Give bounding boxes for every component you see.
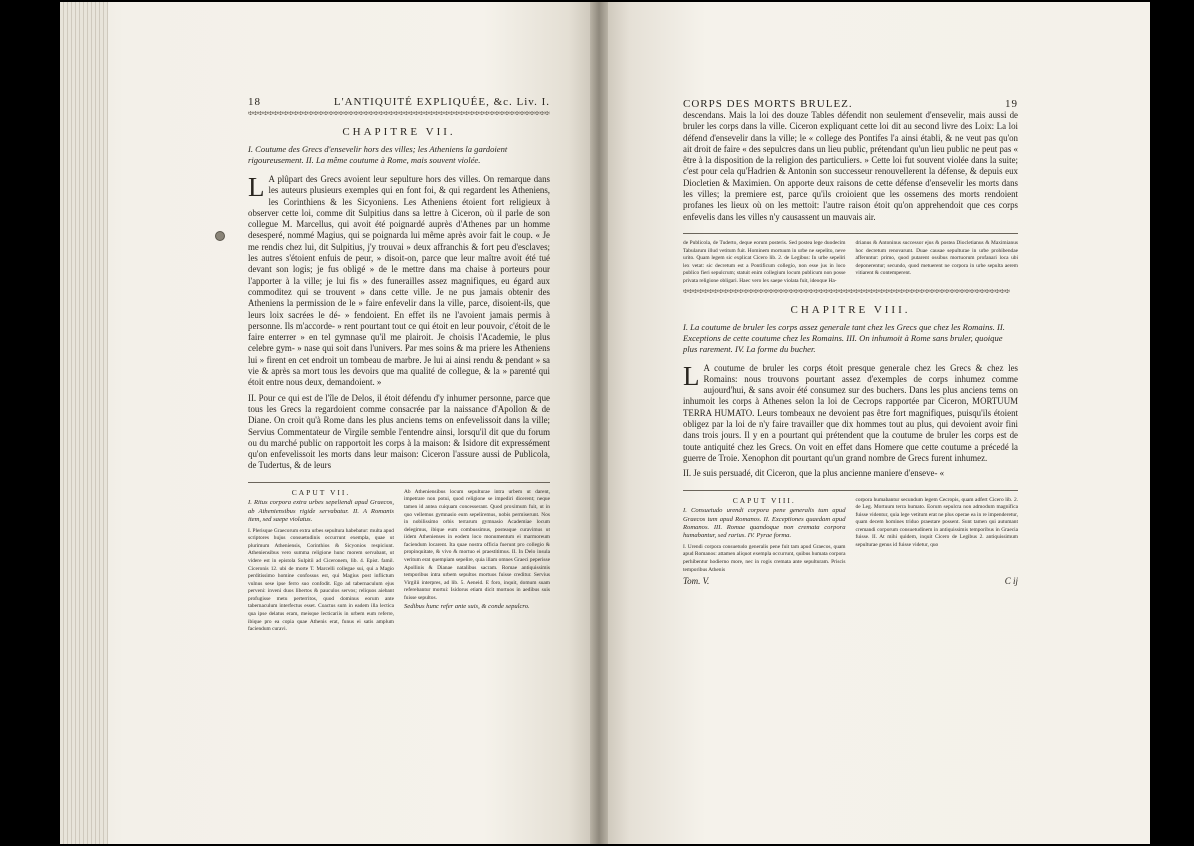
- latin-notes: [683, 240, 1018, 286]
- notes-text: I. Urendi corpora consuetudo generalis pene fuit tam apud Graecos, quam apud Romanos: attamen aliquot exempla occurrunt, quibus humata corpora perhibentur hodierno more, nec in rogis cremata ante sepulturam. Priscis temporibus Athenis: [683, 543, 846, 573]
- signature-mark: C ij: [1004, 576, 1018, 587]
- notes-text: Ab Atheniensibus locum sepulturae intra urbem ut darent, impetrare non potui, quod religione se impediri dicerent; neque tamen id antea cuiquam concesserant. Quod proximum fuit, ut in quo vellemus gymnasio eum sepeliremus, nobis permiserunt. Nos in nobilissimo orbis terrarum gymnasio Academiae locum delegimus, ibique eum combussimus, posteaque curavimus ut iidem Athenienses in eodem loco monumentum ei marmoreum faciendum locarent. Ita quae nostra officia fuerunt pro collegio & propinquitate, & vivo & mortuo ei praestitimus. II. In Delo insula veritum erat quempiam sepelire, quia illam omnes Graeci peperisse Apollinis & Dianae natalibus sacram. Romae antiquissimis temporibus intra urbem sepultos mortuos fuisse creditur. Servius Virgilii interpres, ad lib. 5. Aeneid. E foro, inquit, domum suam referebantur mortui: Isidorus etiam dicit mortuos in aedibus suis fuisse sepultos.: [404, 488, 550, 602]
- ornament-band: ✠✠✠✠✠✠✠✠✠✠✠✠✠✠✠✠✠✠✠✠✠✠✠✠✠✠✠✠✠✠✠✠✠✠✠✠✠✠✠✠✠✠✠✠✠✠✠✠✠✠✠✠✠✠✠✠✠✠✠✠✠✠✠✠✠: [683, 288, 1010, 295]
- notes-text: drianus & Antoninus successor ejus & postea Diocletianus & Maximianus hoc decretum renovarunt. Duae causae sepulturae in urbe prohibendae afferuntur: primo, quod putarent ossibus mortuorum profanari loca ubi deponerentur; secundo, quod metuerent ne corpora in urbe sepulta aerem vitiarent & contemperent.: [855, 239, 1018, 277]
- paragraph: descendans. Mais la loi des douze Tables défendit non seulement d'ensevelir, mais aussi de bruler les corps dans la ville. Ciceron expliquant cette loi dit au second livre des Loix: La loi défend d'ensevelir dans la ville; le « college des Pontifes l'a ainsi établi, & ne veut pas qu'on ait droit de faire « des sepulcres dans un lieu public, prétendant qu'un lieu public ne peut pas « être à la disposition de la religion des particuliers. » Cette loi fut souvent violée dans la suite; c'est pour cela qu'Hadrien & Antonin son successeur renouvellerent la défense, & depuis eux Diocletien & Maximien. On apporte deux raisons de cette défense d'ensevelir les morts dans les villes; la premiere est, parce qu'ils croioient que les ossemens des morts rendoient profanes les lieux où on les mettoit: l'autre raison étoit qu'on apprehendoit que ces corps enfevelis dans les villes n'y causassent un mauvais air.: [683, 110, 1018, 222]
- book-gutter: [590, 2, 608, 844]
- page-number: 18: [248, 96, 261, 108]
- chapter-heading: CHAPITRE VIII.: [790, 303, 911, 316]
- notes-chapter-heading: CAPUT VII.: [291, 487, 351, 497]
- drop-cap: L: [248, 172, 265, 202]
- drop-cap: L: [683, 360, 700, 391]
- notes-column: [683, 497, 846, 575]
- right-page-content: [683, 98, 1018, 586]
- volume-mark: Tom. V.: [683, 576, 710, 587]
- divider: [248, 482, 550, 483]
- divider: [683, 490, 1018, 491]
- latin-notes: [248, 489, 550, 634]
- paragraph-text: A plûpart des Grecs avoient leur sepulture hors des villes. On remarque dans les auteurs plusieurs exemples qui en font foi, & qui regardent les Atheniens, les Corinthiens & les Sicyoniens. Les Atheniens étoient fort religieux à observer cette loi, comme dit Sulpitius dans sa lettre à Ciceron, où il parle de son collegue M. Marcellus, qui avoit été poignardé auprès d'Athenes par un homme desesperé, nommé Magius, qui se poignarda lui même après avoir fait le coup. « Je me rendis chez lui, dit Sulpitius, j'y trouvai » deux affranchis & fort peu d'esclaves; les autres s'étoient enfuis de peur, » disoit-on, parce que leur maître avoit été tué devant son logis; je fus obligé » de le mettre dans ma chaise à porteurs pour l'apporter à la ville; je lui fis » des funerailles assez magnifiques, eu égard aux commoditez qui se trouvent » dans cette ville. Je ne pus jamais obtenir des Atheniens la permission de le » faire enfevelir dans la ville, parce, disoient-ils, que leurs loix sacrées le dé- » fendoient. En effet ils ne l'avoient jamais permis à personne. Ils m'accorde- » rent pourtant tout ce qui étoit en leur pouvoir, c'étoit de le faire enterrer » en tel gymnase qu'il me plairoit. Je choisis l'Academie, le plus celebre gym- » nase qui soit dans l'univers. Par mes soins & ma priere les Atheniens lui » firent en cet endroit un tombeau de marbre. Je lui ai ainsi rendu & pendant » sa vie & après sa mort tous les devoirs que ma qualité de collegue, & la » parenté qui étoit entre nous deux, demandoient. »: [248, 174, 550, 388]
- running-title: CORPS DES MORTS BRULEZ.: [683, 98, 853, 110]
- open-book: [60, 2, 1150, 844]
- running-title: L'ANTIQUITÉ EXPLIQUÉE, &c. Liv. I.: [333, 96, 550, 108]
- right-page: [608, 2, 1150, 844]
- notes-text: corpora humabantur secundum legem Cecropis, quam adfert Cicero lib. 2. de Leg. Mortuum terra humato. Eorum sepulcra non admodum magnifica fuisse videntur, quia lege vetitum erat ne plus operae ea in re impenderetur, quam decem homines triduo praestare possent. Sunt tamen qui autumant cremandi corporum consuetudinem in antiquissimis temporibus in Graecia fuisse. II. At mihi quidem, inquit Cicero de Legibus 2. antiquissimum sepulturae genus id fuisse videtur, quo: [855, 496, 1018, 549]
- notes-summary: I. Consuetudo urendi corpora pene generalis tum apud Graecos tum apud Romanos. II. Exceptiones quaedam apud Romanos. III. Romae quandoque non cremata corpora humabantur, sed rarius. IV. Pyrae forma.: [683, 507, 846, 540]
- notes-column: [404, 489, 550, 634]
- page-edges: [60, 2, 108, 844]
- binding-hole: [215, 231, 225, 241]
- paragraph: [683, 360, 1018, 465]
- ornament-band: ✠✠✠✠✠✠✠✠✠✠✠✠✠✠✠✠✠✠✠✠✠✠✠✠✠✠✠✠✠✠✠✠✠✠✠✠✠✠✠✠✠✠✠✠✠✠✠✠✠✠✠✠✠✠✠✠✠✠✠✠: [248, 111, 550, 117]
- page-footer: [683, 576, 1018, 586]
- chapter-summary: I. Coutume des Grecs d'ensevelir hors des villes; les Atheniens la gardoient rigoureusement. II. La même coutume à Rome, mais souvent violée.: [248, 144, 508, 165]
- left-page-content: [248, 96, 550, 634]
- chapter-heading: CHAPITRE VII.: [342, 126, 456, 138]
- notes-verse: Sedibus hunc refer ante suis, & conde sepulcro.: [404, 602, 530, 610]
- notes-column: [248, 489, 394, 634]
- paragraph: [248, 174, 550, 389]
- latin-notes: [683, 497, 1018, 575]
- running-header: [248, 96, 550, 108]
- notes-text: I. Plerisque Graecorum extra urbes sepultura habebatur: multa apud scriptores hujus consuetudinis occurrunt exempla, quae ut plurimum Atheniensis, Corinthios & Sicyonios respiciunt. Atheniensibus vero summa religione hunc morem servabant, ut videre est in epistola Sulpitii ad Ciceronem, lib. 4. Epist. famil. Ciceronis 12. ubi de morte T. Marcelli collegae sui, qui a Magio perditissimo homine confossus est, qui Magius post inflictum vulnus sese ipse ferro suo confodit. Ego ad tabernaculum ejus perveni: inveni duos libertos & pauculos servos; reliquos aiebant profugisse metu perterritos, quod dominus eorum ante tabernaculum interfectus esset. Coactus sum in eadem illa lectica qua ipse delatus eram, meisque lecticariis in urbem eum referre, ibique pro ea copia quae Athenis erat, funus ei satis amplum faciendum curavi.: [248, 527, 394, 633]
- paragraph-text: A coutume de bruler les corps étoit presque generale chez les Grecs & chez les Romains: nous trouvons pourtant assez d'exemples de corps inhumez comme aujourd'hui, & sans avoir été consumez sur des buchers. Dans les plus anciens tems on inhumoit les corps à Athenes selon la loi de Cecrops rapportée par Ciceron, MORTUUM TERRA HUMATO. Leurs tombeaux ne devoient pas être fort magnifiques, puisqu'ils étoient obligez par la loi de n'y faire travailler que dix hommes tout au plus, qui devoient avoir fini dans trois jours. Il y en a pourtant qui prétendent que la coutume de bruler les corps est de toute antiquité chez les Grecs. On voit en effet dans Homere que cette coutume a précedé la guerre de Troie. Xenophon dit pourtant qu'un grand nombre de Grecs furent inhumez.: [683, 362, 1018, 463]
- chapter-summary: I. La coutume de bruler les corps assez generale tant chez les Grecs que chez les Romains. II. Exceptions de cette coutume chez les Romains. III. On inhumoit à Rome sans bruler, quoique plus rarement. IV. La forme du bucher.: [683, 321, 1005, 354]
- running-header: [683, 98, 1018, 110]
- notes-column: [856, 497, 1019, 575]
- notes-summary: I. Ritus corpora extra urbes sepeliendi apud Graecos, ab Atheniensibus rigide servabatur. II. A Romanis item, sed saepe violatus.: [248, 499, 394, 524]
- page-number: 19: [1005, 98, 1018, 110]
- left-page: [60, 2, 590, 844]
- notes-text: de Publicola, de Tuderto, deque eorum posteris. Sed postea lege duodecim Tabularum illud vetitum fuit. Hominem mortuum in urbe ne sepelito, neve urito. Quam legem sic explicat Cicero lib. 2. de Legibus: In urbe sepeliri lex vetat: sic decretum est a Pontificum collegio, non esse jus in loco publico fieri sepulcrum; statuit enim collegium locum publicum non posse privata religione obligari. Haec vero lex saepe violata fuit, ideoque Ha-: [683, 239, 846, 284]
- paragraph: II. Pour ce qui est de l'île de Delos, il étoit défendu d'y inhumer personne, parce que tous les Grecs la regardoient comme consacrée par la naissance d'Apollon & de Diane. On croit qu'à Rome dans les plus anciens tems on enfevelissoit dans la ville; Servius Commentateur de Virgile semble l'entendre ainsi, lorsqu'il dit que du forum ou du marché public on rapportoit les corps à la maison: & Isidore dit expressément qu'on enfevelissoit les morts dans leur maison: Ciceron l'assure aussi de Publicola, de Tudertus, & de leurs: [248, 392, 550, 471]
- divider: [683, 233, 1018, 234]
- notes-chapter-heading: CAPUT VIII.: [732, 495, 796, 505]
- paragraph: II. Je suis persuadé, dit Ciceron, que la plus ancienne maniere d'enseve- «: [683, 468, 945, 479]
